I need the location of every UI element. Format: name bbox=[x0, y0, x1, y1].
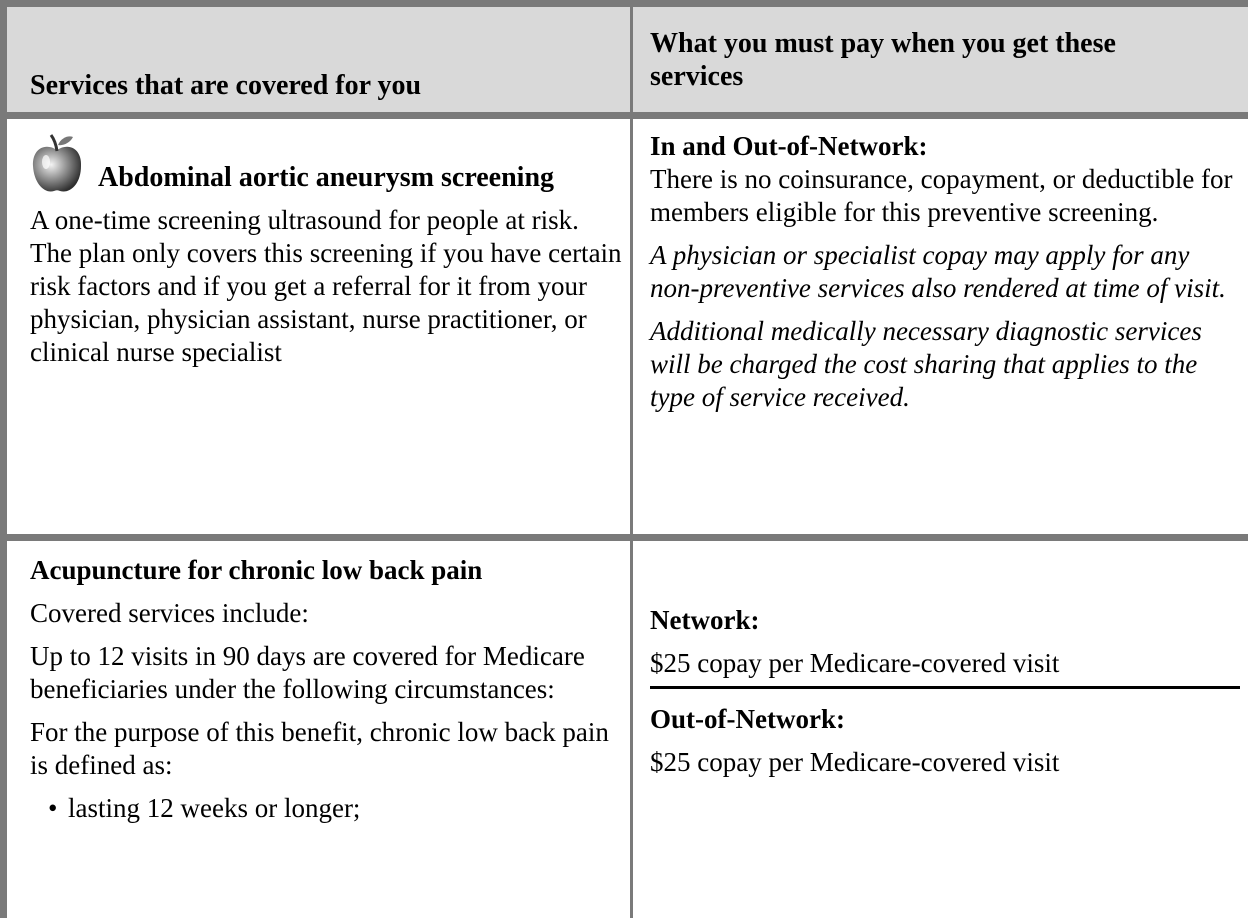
row-divider bbox=[0, 534, 1248, 541]
oon-heading: Out-of-Network: bbox=[650, 704, 845, 734]
header-divider bbox=[0, 112, 1248, 119]
row-acupuncture-left bbox=[30, 554, 625, 825]
service-description: A one-time screening ultrasound for people at risk. The plan only covers this screening if you have certain risk factors and if you get a referral for it from your physician, physician assistant, nurse practitioner, or clinical nurse specialist bbox=[30, 205, 622, 367]
list-item: • lasting 12 weeks or longer; bbox=[48, 793, 361, 823]
row-acupuncture-network bbox=[650, 604, 1245, 680]
row-acupuncture-out-of-network bbox=[650, 703, 1245, 779]
apple-icon bbox=[30, 132, 84, 194]
cost-text: There is no coinsurance, copayment, or deductible for members eligible for this preventive screening. bbox=[650, 164, 1233, 227]
row-aaa-screening-left bbox=[30, 132, 625, 369]
header-services-covered: Services that are covered for you bbox=[30, 70, 422, 101]
paragraph: Covered services include: bbox=[30, 598, 309, 628]
network-cost: $25 copay per Medicare-covered visit bbox=[650, 648, 1060, 678]
header-what-you-pay: What you must pay when you get these services bbox=[650, 28, 1116, 92]
cost-note-1: A physician or specialist copay may apply for any non-preventive services also rendered at time of visit. bbox=[650, 240, 1226, 303]
paragraph: For the purpose of this benefit, chronic low back pain is defined as: bbox=[30, 717, 609, 780]
cost-heading: In and Out-of-Network: bbox=[650, 131, 928, 161]
oon-cost: $25 copay per Medicare-covered visit bbox=[650, 747, 1060, 777]
service-title: Acupuncture for chronic low back pain bbox=[30, 555, 483, 585]
service-title: Abdominal aortic aneurysm screening bbox=[98, 162, 555, 193]
row-aaa-screening-right bbox=[650, 130, 1245, 414]
network-heading: Network: bbox=[650, 605, 760, 635]
bullet-icon: • bbox=[48, 793, 58, 823]
paragraph: Up to 12 visits in 90 days are covered for Medicare beneficiaries under the following circumstances: bbox=[30, 641, 585, 704]
cost-separator bbox=[650, 686, 1240, 689]
column-divider bbox=[630, 7, 633, 918]
cost-note-2: Additional medically necessary diagnostic services will be charged the cost sharing that applies to the type of service received. bbox=[650, 316, 1202, 412]
bullet-list bbox=[30, 792, 625, 825]
